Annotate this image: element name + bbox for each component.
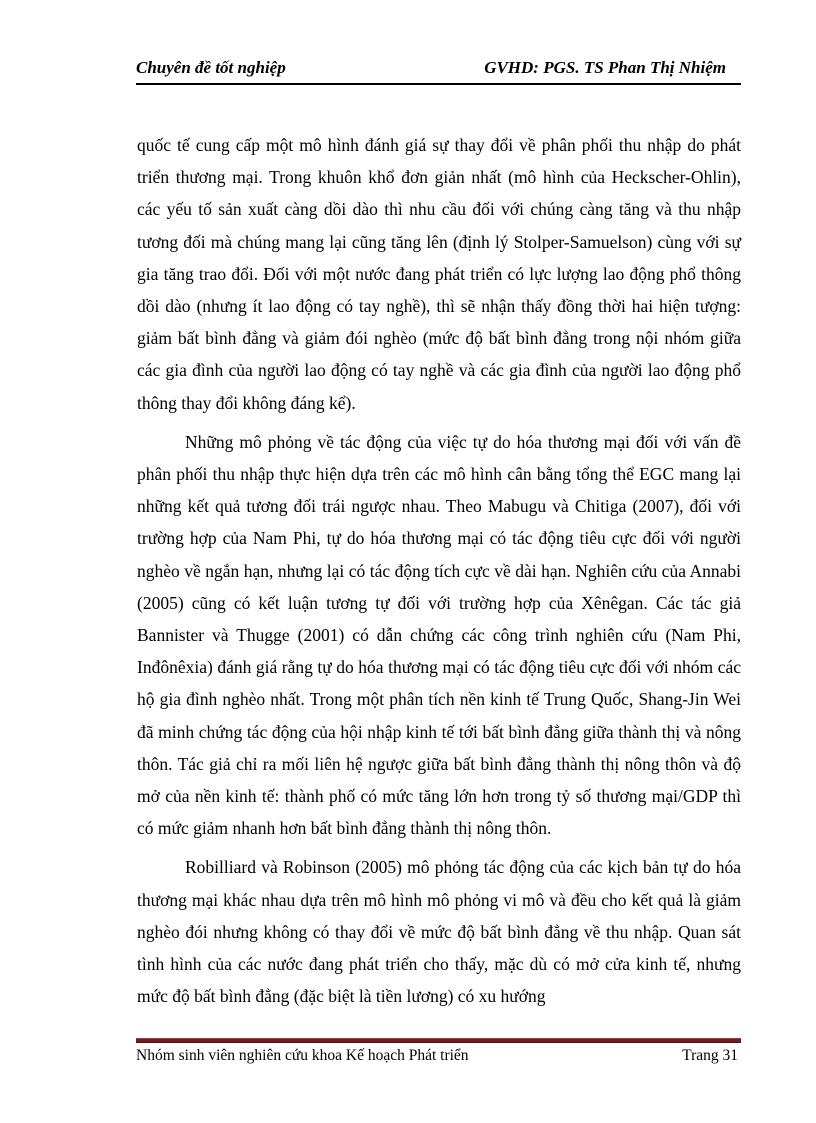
- header-document-title: Chuyên đề tốt nghiệp: [136, 58, 286, 77]
- footer-group-name: Nhóm sinh viên nghiên cứu khoa Kế hoạch Phát triển: [136, 1047, 469, 1064]
- header-divider: [136, 83, 741, 85]
- paragraph-2: Những mô phỏng về tác động của việc tự do hóa thương mại đối với vấn đề phân phối thu nhập thực hiện dựa trên các mô hình cân bằng tổng thể EGC mang lại những kết quả tương đối trái ngược nhau. Theo Mabugu và Chitiga (2007), đối với trường hợp của Nam Phi, tự do hóa thương mại có tác động tiêu cực đối với người nghèo về ngắn hạn, nhưng lại có tác động tích cực về dài hạn. Nghiên cứu của Annabi (2005) cũng có kết luận tương tự đối với trường hợp của Xênêgan. Các tác giả Bannister và Thugge (2001) có dẫn chứng các công trình nghiên cứu (Nam Phi, Inđônêxia) đánh giá rằng tự do hóa thương mại có tác động tiêu cực đối với nhóm các hộ gia đình nghèo nhất. Trong một phân tích nền kinh tế Trung Quốc, Shang-Jin Wei đã minh chứng tác động của hội nhập kinh tế tới bất bình đẳng giữa thành thị và nông thôn. Tác giả chỉ ra mối liên hệ ngược giữa bất bình đẳng thành thị nông thôn và độ mở của nền kinh tế: thành phố có mức tăng lớn hơn trong tỷ số thương mại/GDP thì có mức giảm nhanh hơn bất bình đẳng thành thị nông thôn.: [137, 431, 741, 839]
- footer-divider: [136, 1038, 741, 1043]
- paragraph-1: quốc tế cung cấp một mô hình đánh giá sự thay đổi về phân phối thu nhập do phát triển thương mại. Trong khuôn khổ đơn giản nhất (mô hình của Heckscher-Ohlin), các yếu tố sản xuất càng dồi dào thì nhu cầu đối với chúng càng tăng và thu nhập tương đối mà chúng mang lại cũng tăng lên (định lý Stolper-Samuelson) cùng với sự gia tăng trao đổi. Đối với một nước đang phát triển có lực lượng lao động phổ thông dồi dào (nhưng ít lao động có tay nghề), thì sẽ nhận thấy đồng thời hai hiện tượng: giảm bất bình đẳng và giảm đói nghèo (mức độ bất bình đẳng trong nội nhóm giữa các gia đình của người lao động có tay nghề và các gia đình của người lao động phổ thông thay đổi không đáng kể).: [137, 135, 741, 413]
- document-body: [137, 129, 741, 1019]
- page-header: [136, 58, 738, 80]
- page-footer: [136, 1047, 738, 1069]
- header-supervisor: GVHD: PGS. TS Phan Thị Nhiệm: [484, 58, 726, 77]
- page-number: Trang 31: [682, 1047, 738, 1064]
- paragraph-3: Robilliard và Robinson (2005) mô phỏng tác động của các kịch bản tự do hóa thương mại khác nhau dựa trên mô hình mô phỏng vi mô và đều cho kết quả là giảm nghèo đói nhưng không có thay đổi về mức độ bất bình đẳng về thu nhập. Quan sát tình hình của các nước đang phát triển cho thấy, mặc dù có mở cửa kinh tế, nhưng mức độ bất bình đẳng (đặc biệt là tiền lương) có xu hướng: [137, 857, 741, 1007]
